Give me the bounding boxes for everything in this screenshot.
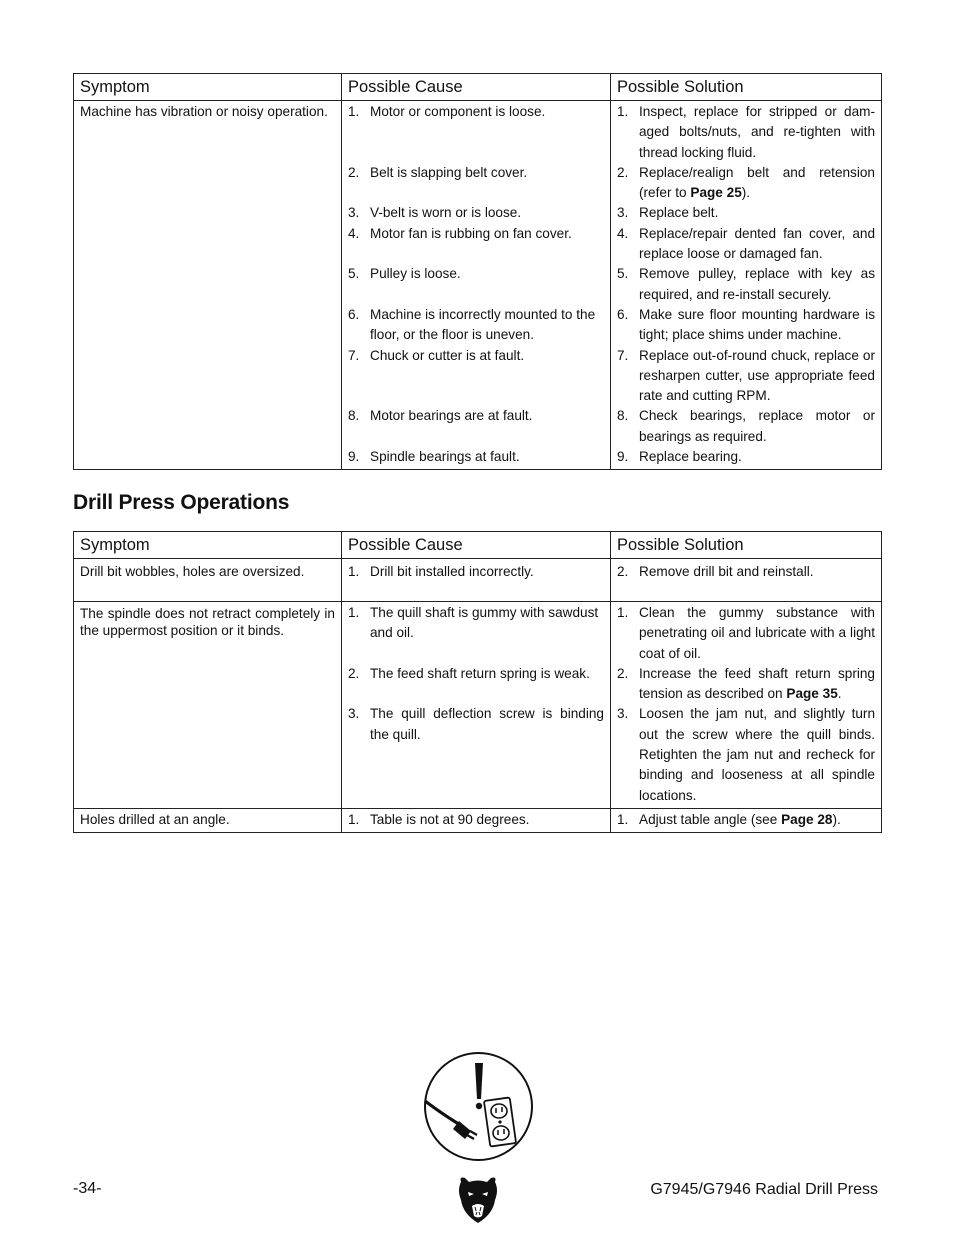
list-item: 4. Replace/repair dented fan cover, and replace loose or damaged fan. xyxy=(617,225,875,262)
table-row xyxy=(74,808,882,832)
list-item: 9. Replace bearing. xyxy=(617,449,742,465)
list-item: 1. Drill bit installed incorrectly. xyxy=(348,564,534,579)
symptom-cell: Machine has vibration or noisy operation. xyxy=(74,101,342,470)
list-item: 2. Remove drill bit and reinstall. xyxy=(617,564,814,579)
list-item: 1. Clean the gummy substance with penetrating oil and lubricate with a light coat of oil. xyxy=(617,605,875,661)
list-item: 7. Replace out-of-round chuck, replace or resharpen cutter, use appropriate feed rate and cutting RPM. xyxy=(617,347,875,404)
list-item: 3. The quill deflection screw is binding the quill. xyxy=(348,706,604,742)
cause-cell xyxy=(342,602,611,809)
table-row xyxy=(74,559,882,602)
table-header-row xyxy=(74,532,882,559)
list-item: 1. Motor or component is loose. xyxy=(348,104,546,119)
manual-title: G7945/G7946 Radial Drill Press xyxy=(650,1181,878,1198)
section-title: Drill Press Operations xyxy=(73,491,290,514)
header-possible-solution: Possible Solution xyxy=(611,74,882,101)
list-item: 1. Table is not at 90 degrees. xyxy=(348,811,530,827)
solution-cell xyxy=(611,602,882,809)
cause-cell xyxy=(342,101,611,470)
list-item: 3. Replace belt. xyxy=(617,205,719,221)
page-reference: Page 28 xyxy=(781,811,833,827)
list-item: 3. Loosen the jam nut, and slightly turn out the screw where the quill binds. Retighten the jam nut and recheck for binding and looseness at all spindle locations. xyxy=(617,706,875,803)
troubleshooting-table-vibration xyxy=(73,73,882,470)
list-item: 2. The feed shaft return spring is weak. xyxy=(348,665,590,681)
list-item: 3. V-belt is worn or is loose. xyxy=(348,205,522,221)
list-item: 1. Adjust table angle (see Page 28). xyxy=(617,811,841,827)
solution-cell xyxy=(611,559,882,602)
list-item: 5. Pulley is loose. xyxy=(348,266,461,282)
solution-cell xyxy=(611,808,882,832)
troubleshooting-table-drill-press-operations xyxy=(73,531,882,833)
list-item: 2. Belt is slapping belt cover. xyxy=(348,164,528,180)
list-item: 8. Check bearings, replace motor or bearings as required. xyxy=(617,408,875,444)
page-reference: Page 35 xyxy=(786,686,838,702)
solution-cell xyxy=(611,101,882,470)
symptom-cell: The spindle does not retract completely in the uppermost position or it binds. xyxy=(74,602,342,809)
header-symptom: Symptom xyxy=(74,532,342,559)
list-item: 6. Machine is incorrectly mounted to the floor, or the floor is uneven. xyxy=(348,306,596,343)
page-reference: Page 25 xyxy=(690,185,742,201)
list-item: 7. Chuck or cutter is at fault. xyxy=(348,347,525,363)
symptom-cell: Drill bit wobbles, holes are oversized. xyxy=(74,559,342,602)
header-possible-cause: Possible Cause xyxy=(342,532,611,559)
electrical-plug-outlet-warning-icon xyxy=(423,1051,534,1162)
list-item: 6. Make sure floor mounting hardware is tight; place shims under machine. xyxy=(617,306,875,343)
list-item: 5. Remove pulley, replace with key as required, and re-install securely. xyxy=(617,266,875,302)
cause-cell xyxy=(342,808,611,832)
list-item: 9. Spindle bearings at fault. xyxy=(348,449,520,465)
table-header-row xyxy=(74,74,882,101)
header-possible-solution: Possible Solution xyxy=(611,532,882,559)
list-item: 1. The quill shaft is gummy with sawdust and oil. xyxy=(348,605,599,641)
cause-cell xyxy=(342,559,611,602)
grizzly-bear-logo-icon xyxy=(457,1176,499,1224)
table-row xyxy=(74,602,882,809)
header-possible-cause: Possible Cause xyxy=(342,74,611,101)
header-symptom: Symptom xyxy=(74,74,342,101)
list-item: 1. Inspect, replace for stripped or dam-aged bolts/nuts, and re-tighten with thread locking fluid. xyxy=(617,104,875,160)
symptom-cell: Holes drilled at an angle. xyxy=(74,808,342,832)
list-item: 2. Increase the feed shaft return spring tension as described on Page 35. xyxy=(617,665,875,702)
list-item: 8. Motor bearings are at fault. xyxy=(348,408,533,424)
table-row xyxy=(74,101,882,470)
list-item: 2. Replace/realign belt and retension (refer to Page 25). xyxy=(617,164,875,201)
page-number: -34- xyxy=(73,1180,102,1197)
list-item: 4. Motor fan is rubbing on fan cover. xyxy=(348,225,572,241)
